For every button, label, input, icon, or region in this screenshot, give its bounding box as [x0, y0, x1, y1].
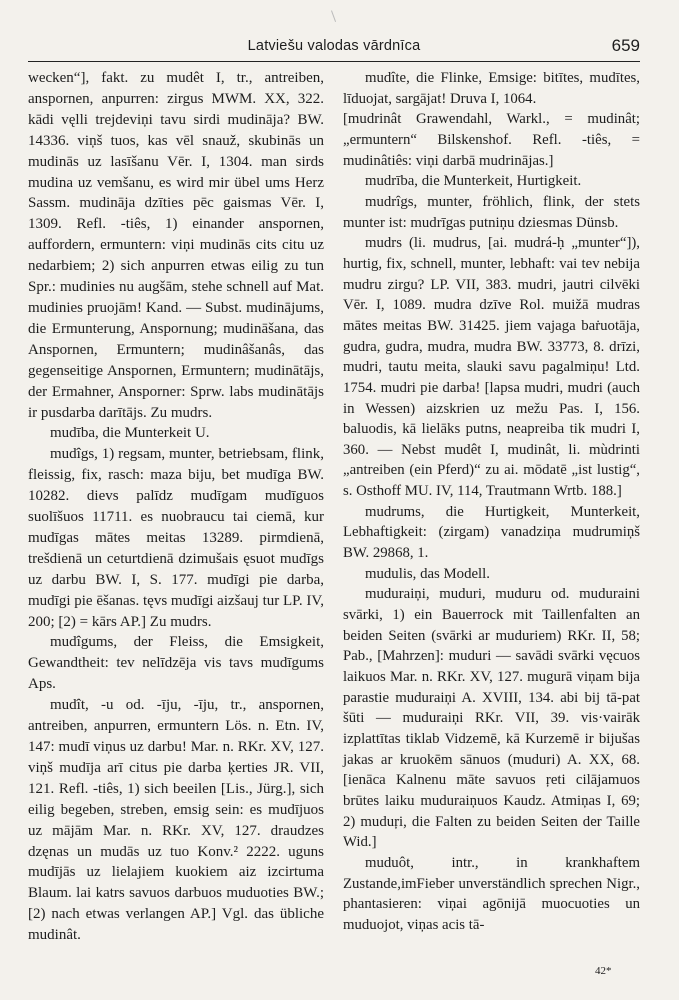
page-number: 659 [611, 36, 640, 55]
header-rule [28, 61, 640, 62]
dictionary-entry: mudulis, das Modell. [365, 565, 490, 582]
dictionary-entry: mudība, die Munterkeit U. [50, 425, 210, 442]
dictionary-entry: muduôt, intr., in krankhaftem Zustande,imFieber unverständlich sprechen Nigr., phantasieren: viņai agōnijā muocuoties un muduojot, viņas acis tā- [343, 854, 640, 933]
right-column [343, 68, 640, 936]
left-column [28, 68, 324, 946]
dictionary-entry: mudîgums, der Fleiss, die Emsigkeit, Gewandtheit: tev nelīdzēja vis tavs mudīgums Aps. [28, 634, 324, 693]
entry-continuation: wecken“], fakt. zu mudêt I, tr., antreiben, anspornen, anpurren: zirgus MWM. XX, 322. kādi vęlli trejdeviņi tavu sirdi mudināja? BW. 14336. viņš tuos, kas vēl snauž, skubinās un mudinās uz lasīšanu Vēr. I, 1304. man sirds mudina uz vemšanu, es wird mir übel ums Herz Sassm. mudināja dzīties pēc gaismas Vēr. I, 1309. Refl. -tiês, 1) einander anspornen, auffordern, ermuntern: viņi mudinās cits citu uz nedarbiem; 2) sich anpurren etwas eilig zu tun Spr.: mudinies nu augšām, stehe schnell auf Mat. mudinies pruojām! Kand. — Subst. mudinājums, die Ermunterung, Anspornung; mudināšana, das Anspornen, Ermuntern; mudinâšanâs, das gegenseitige Anspornen, Ermuntern; mudinātājs, der Ermahner, Ansporner: Sprw. labs mudinātājs ir pusdarba darītājs. Zu mudrs. [28, 70, 324, 421]
entry-continuation: [mudrinât Grawendahl, Warkl., = mudinât; „ermuntern“ Bilskenshof. Refl. -tiês, = mudinâtiês: viņi darbā mudrinājas.] [343, 111, 640, 169]
page-title: Latviešu valodas vārdnīca [247, 38, 421, 54]
signature-mark: 42* [595, 965, 612, 977]
dictionary-entry: mudîte, die Flinke, Emsige: bitītes, mudītes, līduojat, sargājat! Druva I, 1064. [343, 70, 640, 107]
dictionary-entry: mudît, -u od. -īju, -īju, tr., anspornen, antreiben, anpurren, ermuntern Lös. n. Etn. IV, 147: mudī viņus uz darbu! Mar. n. RKr. XV, 127. viņš mudīja arī citus pie darba ķerties JR. VII, 121. Refl. -tiês, 1) sich beeilen [Lis., Jürg.], sich eilig begeben, streben, emsig sein: es mudījuos uz mājām Mar. n. RKr. XV, 127. draudzes dzęnas un mudās uz tuo Konv.² 2222. uguns mudījās uz lielajiem kuokiem aiz izcirtuma Blaum. lai katrs savuos darbuos muduoties BW.; [2) nach etwas verlangen AP.] Vgl. das übliche mudinât. [28, 697, 324, 944]
dictionary-entry: mudrîgs, munter, fröhlich, flink, der stets munter ist: mudrīgas putniņu dziesmas Dünsb. [343, 193, 640, 231]
dictionary-entry: mudrs (li. mudrus, [ai. mudrá-ḥ „munter“]), hurtig, fix, schnell, munter, lebhaft: vai tev nebija mudru zirgu? LP. VII, 383. mudri, jautri cilvēki Vēr. I, 1089. mudra dzīve Rol. muižā mudras mātes meitas BW. 31425. jiem vajaga baṙuotāja, gudra, gudra, mudra, mudra BW. 33773, 8. drīzi, mudri, tautu meita, slauki savu pagalmiņu! Ltd. 1754. mudri pie darba! [lapsa mudri, mudri (auch in Wessen) aizskrien uz mežu Pas. I, 156. baluodis, kā lielāks putns, neapreiba tik mudri I, 360. — Nebst mudêt I, mudinât, li. mùdrinti „antreiben (ein Pferd)“ zu ai. mōdatē „ist lustig“, s. Osthoff MU. IV, 114, Trautmann Wrtb. 188.] [343, 235, 640, 500]
dictionary-entry: mudrība, die Munterkeit, Hurtigkeit. [365, 173, 582, 190]
dictionary-entry: muduraiņi, muduri, muduru od. muduraini svārki, 1) ein Bauerrock mit Taillenfalten an beiden Seiten (svārki ar muduriem) RKr. II, 58; Pab., [Mahrzen]: muduri — savādi svārki vęcuos laikuos Mar. n. RKr. XV, 127. mugurā viņam bija parastie muduraiņi A. XVIII, 134. abi bij tā-pat šūti — muduraiņi RKr. VII, 39. vis·vairāk izplattītas tiklab Vidzemē, kā Kurzemē ir bijušas jakas ar kruokēm sānuos (muduri) A. XX, 68. [ienāca Kalnenu māte savuos ŗeti cilājamuos brūtes laiku muduraiņuos Kaudz. Atmiņas I, 69; 2) muduŗi, die Falten zu beiden Seiten der Taille Wid.] [343, 586, 640, 851]
scan-mark [331, 10, 337, 22]
dictionary-entry: mudîgs, 1) regsam, munter, betriebsam, flink, fleissig, fix, rasch: maza biju, bet mudīga BW. 10282. dievs palīdz mudīgam mudīguos suolīšuos 11711. es nuobraucu tai ciemā, kur mudīgas mātes meitas 13289. pirmdienā, trešdienā un ceturtdienā dzimušais ęsuot mudīgs uz darbu BW. I, S. 177. mudīgi pie darba, mudīgi pie ēšanas. tęvs mudīgi aizšauj tur LP. IV, 200; [2) = kārs AP.] Zu mudrs. [28, 446, 324, 630]
dictionary-entry: mudrums, die Hurtigkeit, Munterkeit, Lebhaftigkeit: (zirgam) vanadziņa mudrumiņš BW. 29868, 1. [343, 503, 640, 562]
running-header [28, 36, 640, 58]
